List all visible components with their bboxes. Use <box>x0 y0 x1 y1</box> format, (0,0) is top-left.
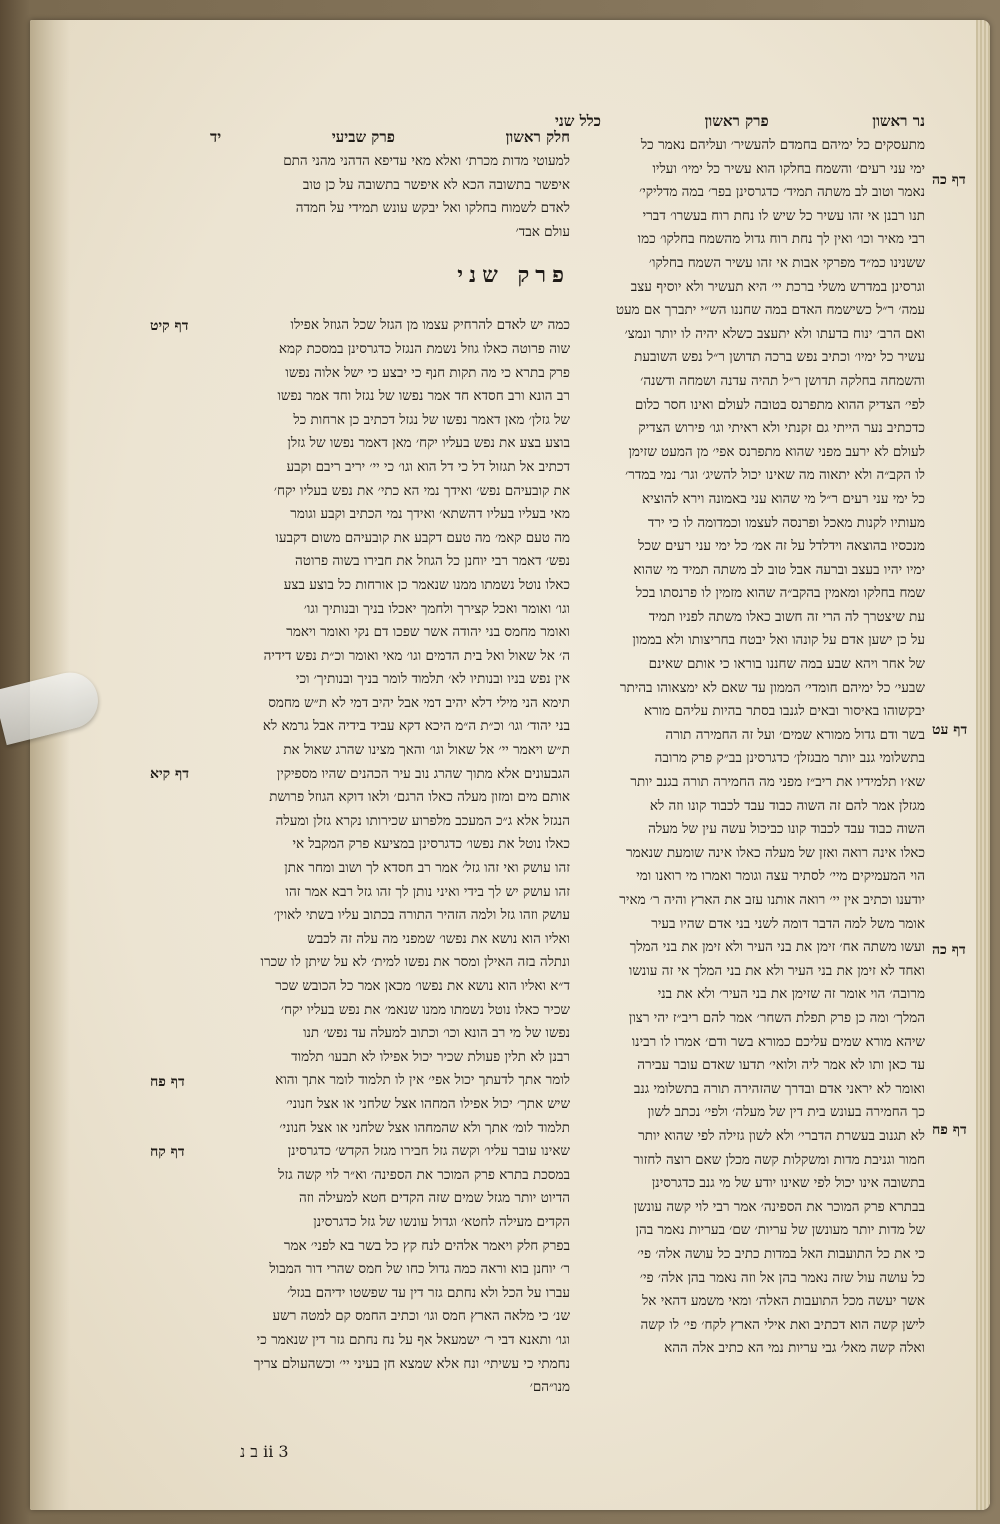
text-line: זהו עושק ואי זהו גזל׳ אמר רב חסדא לך ושוב ומחר אתן <box>284 860 570 877</box>
text-line: בשר ודם גדול ממורא שמים׳ ועל זה החמירה תורה <box>665 726 925 743</box>
text-line: כי את כל התועבות האל במדות כתיב כל עושה אלה׳ פי׳ <box>637 1245 925 1262</box>
text-line: אותם מים ומזון מעלה כאלו הרגם׳ ולאו דוקא הגוזל פרושת <box>269 789 570 806</box>
text-line: עשיר כל ימיו׳ וכתיב נפש ברכה תדושן ר״ל נפש השובעת <box>634 349 925 366</box>
text-line: מנו״הם׳ <box>529 1379 570 1396</box>
text-line: ואחד לא זימן את בני העיר ולא את בני המלך אי זה עונשו <box>628 962 925 979</box>
page-gutter <box>30 20 70 1510</box>
running-head-part: חלק ראשון <box>505 128 570 146</box>
text-line: יבקשוהו באיסור ובאים לגנבו בסתר בהיות עליהם מורא <box>643 703 925 720</box>
text-line: של גזלן׳ מאן דאמר נפשו של נגזל דכתיב כן ארחות כל <box>293 411 570 428</box>
text-line: שיהא מורא שמים עליכם כמורא בשר ודם׳ אמרו לו רבינו <box>631 1033 925 1050</box>
text-line: יודענו וכתיב אין יי׳ רואה אותנו עזב את הארץ והיה ר׳ מאיר <box>619 892 925 908</box>
text-line: של אחר ויהא שבע במה שחננו בוראו כי אותם שאינם <box>648 656 925 673</box>
text-line: למעוטי מדות מכרת׳ ואלא מאי עדיפא הדהני מהני התם <box>283 153 570 169</box>
text-line: לעולם לא ירעב מפני שהוא מתפרנס אפי׳ מן המעט שזימן <box>628 443 925 460</box>
text-line: לא תגנוב בעשרת הדברי׳ ולא לשון גזילה לפי שהוא יותר <box>638 1127 925 1144</box>
text-line: הנגזל אלא ג״כ המעכב מלפרוע שכירותו נקרא גזלן ומעלה <box>275 812 570 829</box>
text-line: שוה פרוטה כאלו גוזל נשמת הנגזל כדגרסינן במסכת קמא <box>278 340 570 357</box>
left-text-column <box>210 124 570 1400</box>
text-line: נפש׳ דאמר רבי יוחנן כל הגוזל את חבירו בשוה פרוטה <box>295 553 570 570</box>
text-line: ר׳ יוחנן בוא וראה כמה גדול כחו של חמס שהרי דור המבול <box>269 1261 570 1278</box>
text-line: בבתרא פרק המוכר את הספינה׳ אמר רבי לוי קשה עונשן <box>633 1198 925 1215</box>
text-line: לומר אתך לדעתך יכול אפי׳ אין לו תלמוד לומר אתך והוא <box>275 1072 570 1089</box>
text-line: הקדים מעילה לחטא׳ וגדול עונשו של גזל כדגרסינן <box>313 1213 570 1230</box>
margin-note-daf: דף פח <box>150 1074 185 1090</box>
text-line: כל ימי עני רעים ר״ל מי שהוא עני באמונה וירא להוציא <box>642 490 925 507</box>
running-head-part: יד <box>210 128 222 146</box>
margin-note-daf: דף כה <box>932 172 966 188</box>
text-line: הגבעונים אלא מתוך שהרג נוב עיר הכהנים שהיו מספיקין <box>276 765 570 782</box>
text-line: ימיו יהיו בעצב וברעה אבל טוב לב משתה תמיד מי שהוא <box>633 561 925 578</box>
text-line: וגו׳ ואומר ואכל קצירך ולחמך יאכלו בניך ובנותיך וגו׳ <box>303 600 570 617</box>
text-line: במסכת בתרא פרק המוכר את הספינה׳ וא״ר לוי קשה גזל <box>278 1166 570 1183</box>
text-line: פרק בתרא כי מה תקות חנף כי יבצע כי ישל אלוה נפשו <box>285 364 570 381</box>
text-line: כאלו אינה רואה ואזן של מעלה כאלו אינה שומעת שנאמר <box>625 844 925 861</box>
text-line: אומר משל למה הדבר דומה לשני בני אדם שהיו בעיר <box>651 915 925 932</box>
text-line: מנכסיו בהוצאה וידלדל על זה אמ׳ כל ימי עני רעים שכל <box>638 538 925 555</box>
text-line: דכתיב אל תגזול דל כי דל הוא וגו׳ כי יי׳ יריב ריבם וקבע <box>286 458 570 475</box>
text-line: שיש אתך׳ יכול אפילו המחהו אצל שלחני או אצל חנוני׳ <box>286 1095 570 1112</box>
catchwords: ii 3 ב נ <box>240 1442 289 1461</box>
text-line: איפשר בתשובה הכא לא איפשר בתשובה על כן טוב <box>302 176 570 193</box>
text-line: ואם הרב׳ ינוח בדעתו ולא יתעצב כשלא יהיה לו יותר ונמצ׳ <box>624 325 925 342</box>
text-line: רבנן לא תלין פעולת שכיר יכול אפילו לא תבעו׳ תלמוד <box>291 1048 570 1065</box>
text-line: כאלו נוטל את נפשו׳ כדגרסינן במציעא פרק המקבל אי <box>292 836 570 853</box>
text-line: עמה׳ ר״ל כשישמח האדם במה שחננו הש״י יתברך אם מעט <box>615 302 925 319</box>
text-line: מתעסקים כל ימיהם בחמדם להעשיר׳ ועליהם נאמר כל <box>640 137 925 153</box>
text-line: אין נפש בניו ובנותיו לא׳ תלמוד לומר בניך ובנותיך׳ וכי <box>295 671 570 688</box>
text-line: ימי עני רעים׳ והשמח בחלקו הוא עשיר כל ימיו׳ ועליו <box>652 160 925 177</box>
text-line: מגזלן אמר להם זה השוה כבוד עבד לכבוד קונו וזה לא <box>649 797 925 814</box>
text-line: כל עושה עול שזה נאמר בהן אל וזה נאמר בהן אלה׳ פי׳ <box>639 1269 925 1286</box>
text-line: השוה כבוד עבד לכבוד קונו כביכול עשה עין של מעלה <box>648 821 925 838</box>
text-line: זהו עושק יש לך בידי ואיני נותן לך זהו גזל רבא אמר זהו <box>285 883 570 900</box>
page-edge <box>976 20 990 1510</box>
text-line: מרובה׳ הוי אומר זה שזימן את בני העיר׳ ולא את בני <box>657 986 925 1003</box>
text-line: בני יהוד׳ וגו׳ וכ״ת ה״מ היכא דקא עביד בידיה אבל גרמא לא <box>262 718 570 735</box>
text-line: בתשובה אינו יכול לפי שאינו יודע של מי גנב כדגרסינן <box>651 1175 925 1192</box>
text-line: רבי מאיר וכו׳ ואין לך נחת רוח גדול מהשמח בחלקו׳ כמו <box>637 231 925 248</box>
text-line: כך החמירה בעונש בית דין של מעלה׳ ולפי׳ נכתב לשון <box>647 1104 925 1121</box>
text-line: בפרק חלק ויאמר אלהים לנח קץ כל בשר בא לפני׳ אמר <box>283 1237 570 1254</box>
text-line: עברו על הכל ולא נחתם גזר דין עד שפשטו ידיהם בגזל׳ <box>287 1284 570 1301</box>
text-line: הוי המעמיקים מיי׳ לסתיר עצה וגומר ואמרו מי רואנו ומי <box>636 868 925 885</box>
margin-note-daf: דף קח <box>150 1144 185 1160</box>
text-line: בתשלומי גנב יותר מבגזלן׳ כדגרסינן בב״ק פרק מרובה <box>654 750 925 767</box>
text-line: תלמוד לומ׳ אתך ולא שהמחהו אצל שלחני או אצל חנוני׳ <box>279 1119 570 1136</box>
text-line: אשר יעשה מכל התועבות האלה׳ ומאי משמע דהאי אל <box>641 1293 925 1310</box>
text-line: מאי בעליו בעליו דהשתא׳ ואידך נמי הכתיב וקבע וגומר <box>290 506 570 523</box>
text-line: תימא הני מילי דלא יהיב דמי אבל יהיב דמי לא ת״ש מחמס <box>268 694 570 711</box>
text-line: חמור וגניבת מדות ומשקלות קשה מכלן שאם רוצה לחזור <box>633 1151 925 1168</box>
text-line: והשמחה בחלקה תדושן ר״ל תהיה עדנה ושמחה ודשנה׳ <box>640 372 925 389</box>
text-line: נפשו של מי רב הונא וכו׳ וכתוב למעלה עד נפש׳ תנו <box>303 1025 570 1042</box>
text-line: ונתלה בזה האילן ומסר את נפשו למית׳ לא על שיתן לו שכרו <box>260 954 570 971</box>
text-line: בוצע בצע את נפש בעליו יקח׳ מאן דאמר נפשו של גזלן <box>287 435 570 452</box>
text-line: את קובעיהם נפש׳ ואידך נמי הא כתי׳ את נפש בעליו יקח׳ <box>273 482 570 499</box>
text-line: כדכתיב נער הייתי גם זקנתי ולא ראיתי וגו׳ פירוש הצדיק <box>638 420 925 437</box>
text-line: מעותיו לקנות מאכל ופרנסה לעצמו וכמדומה לו כי ירד <box>647 514 925 531</box>
left-running-head <box>210 124 570 150</box>
text-line: תנו רבנן אי זהו עשיר כל שיש לו נחת רוח בעשרו׳ דברי <box>642 207 925 224</box>
left-column-intro <box>210 150 570 244</box>
text-line: וגו׳ ותאנא דבי ר׳ ישמעאל אף על נח נחתם גזר דין שנאמר כי <box>256 1331 570 1348</box>
text-line: ת״ש ויאמר יי׳ אל שאול וגו׳ והאך מצינו שהרג שאול את <box>283 742 570 759</box>
right-running-head <box>555 108 925 134</box>
margin-note-daf: דף קיא <box>150 766 190 782</box>
text-line: שכיר כאלו נוטל נשמתו ממנו שנאמ׳ את נפש בעליו יקח׳ <box>280 1001 570 1018</box>
text-line: שמח בחלקו ומאמין בהקב״ה שהוא מזמין לו פרנסתו בכל <box>635 585 925 602</box>
text-line: ד״א ואליו הוא נושא את נפשו׳ מכאן אמר כל הכובש שכר <box>275 978 570 994</box>
text-line: נאמר וטוב לב משתה תמיד׳ כדגרסינן בפר׳ במה מדליקי׳ <box>639 184 925 201</box>
margin-note-daf: דף קיט <box>150 318 189 334</box>
text-line: לפי׳ הצדיק ההוא מתפרנס בטובה לעולם ואינו חסר כלום <box>634 396 925 413</box>
text-line: עת שיצטרך לה הרי זה חשוב כאלו משתה לפניו תמיד <box>648 608 925 625</box>
running-head-part: פרק ראשון <box>704 112 769 130</box>
margin-note-daf: דף פח <box>932 1122 967 1138</box>
right-text-column <box>555 108 925 1361</box>
text-line: עושק וזהו גזל ולמה הזהיר התורה בכתוב עליו בשתי לאוין׳ <box>273 907 570 924</box>
text-line: ואומר לא יראני אדם ובדרך שהזהירה תורה בתשלומי גנב <box>633 1080 925 1097</box>
text-line: ששנינו כמ״ד מפרקי אבות אי זהו עשיר השמח בחלקו׳ <box>648 254 925 271</box>
left-column-body <box>210 314 570 1399</box>
text-line: כאלו נוטל נשמתו ממנו שנאמר כן אורחות כל בוצע בצע <box>283 576 570 593</box>
text-line: ואליו הוא נושא את נפשו׳ שמפני מה עלה זה לכבש <box>307 930 570 947</box>
text-line: מה טעם קאמ׳ מה טעם דקבע את קובעיהם משום דקבעו <box>275 529 570 546</box>
text-line: ואומר מחמס בני יהודה אשר שפכו דם נקי ואומר ויאמר <box>286 624 570 641</box>
text-line: שאינו עובר עליו׳ וקשה גזל חבירו מגזל הקדש׳ כדגרסינן <box>287 1143 570 1160</box>
text-line: שנ׳ כי מלאה הארץ חמס וגו׳ וכתיב החמס קם למטה רשע <box>272 1308 570 1325</box>
running-head-part: נר ראשון <box>872 112 925 130</box>
margin-note-daf: דף כה <box>932 942 966 958</box>
text-line: של מדות יותר מעונשן של עריות׳ שם׳ בעריות נאמר בהן <box>635 1222 925 1239</box>
text-line: כמה יש לאדם להרחיק עצמו מן הגזל שכל הגוזל אפילו <box>290 317 570 334</box>
text-line: עד כאן ותו לא אמר ליה ולואי׳ תדעו שאדם עובר עבירה <box>637 1057 925 1074</box>
text-line: שא׳ו תלמידיו את ריב״ז מפני מה החמירה תורה בגנב יותר <box>630 774 925 791</box>
right-column-body <box>555 134 925 1361</box>
text-line: ה׳ אל שאול ואל בית הדמים וגו׳ מאי ואומר וכ״ת נפש דידיה <box>263 647 570 664</box>
running-head-part: פרק שביעי <box>331 128 395 146</box>
text-line: ועשו משתה אח׳ זימן את בני העיר ולא זימן את בני המלך <box>629 939 925 956</box>
text-line: וגרסינן במדרש משלי ברכת יי׳ היא תעשיר ולא יוסיף עצב <box>630 278 925 295</box>
text-line: לישן קשה הוא דכתיב ואת אילי הארץ לקח׳ פי׳ לו קשה <box>640 1316 925 1333</box>
text-line: הדיוט יותר מגזל שמים שזה הקדים חטא למעילה וזה <box>299 1190 570 1207</box>
text-line: לאדם לשמוח בחלקו ואל יבקש עונש תמידי על חמדה <box>295 200 570 217</box>
margin-note-daf: דף עט <box>932 722 968 738</box>
text-line: נחמתי כי עשיתי׳ ונח אלא שמצא חן בעיני יי׳ וכשהעולם צריך <box>253 1355 570 1372</box>
text-line: המלך׳ ומה כן פרק תפלת השחר׳ אמר להם ריב״ז יהי רצון <box>628 1009 925 1026</box>
text-line: עולם אבד׳ <box>515 223 570 240</box>
running-head-part: כלל שני <box>555 112 602 130</box>
text-line: על כן ישען אדם על קונהו ואל יבטח בחריצותו ולא בממון <box>632 632 925 649</box>
text-line: שבעי׳ כל ימיהם חומדי׳ הממון עד שאם לא ימצאוהו בהיתר <box>619 679 925 696</box>
text-line: רב הונא ורב חסדא חד אמר נפשו של נגזל וחד אמר נפשו <box>277 388 570 405</box>
chapter-heading: פרק שני <box>457 262 570 289</box>
text-line: לו הקב״ה ולא יתאוה מה שאינו יכול להשיג׳ וגר׳ נמי במדר׳ <box>625 467 925 484</box>
text-line: ואלה קשה מאל׳ גבי עריות נמי הא כתיב אלה ההא <box>664 1340 925 1357</box>
